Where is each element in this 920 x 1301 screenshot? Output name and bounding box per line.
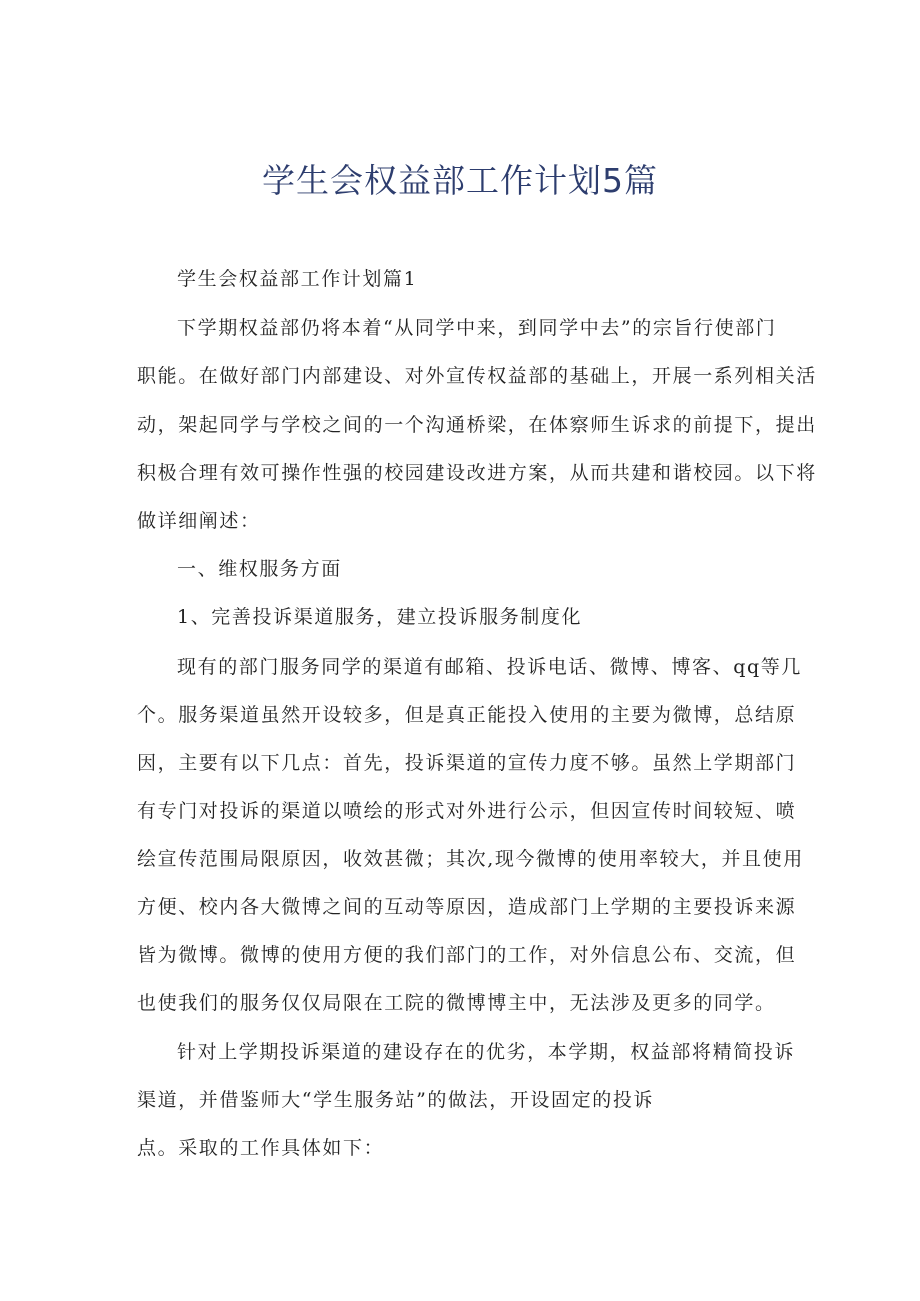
paragraph-line: 有专门对投诉的渠道以喷绘的形式对外进行公示，但因宣传时间较短、喷 xyxy=(137,800,797,822)
paragraph-line: 点。采取的工作具体如下： xyxy=(137,1137,385,1159)
paragraph-line: 动，架起同学与学校之间的一个沟通桥梁，在体察师生诉求的前提下，提出 xyxy=(137,414,817,436)
section-heading: 学生会权益部工作计划篇1 xyxy=(177,268,418,290)
paragraph-line: 积极合理有效可操作性强的校园建设改进方案，从而共建和谐校园。以下将 xyxy=(137,462,817,484)
paragraph-line: 方便、校内各大微博之间的互动等原因，造成部门上学期的主要投诉来源 xyxy=(137,896,797,918)
paragraph-line: 绘宣传范围局限原因，收效甚微；其次,现今微博的使用率较大，并且使用 xyxy=(137,848,804,870)
section-heading: 一、维权服务方面 xyxy=(177,558,342,580)
paragraph-line: 下学期权益部仍将本着“从同学中来，到同学中去”的宗旨行使部门 xyxy=(177,317,777,339)
paragraph-line: 职能。在做好部门内部建设、对外宣传权益部的基础上，开展一系列相关活 xyxy=(137,365,817,387)
paragraph-line: 也使我们的服务仅仅局限在工院的微博博主中，无法涉及更多的同学。 xyxy=(137,992,776,1014)
paragraph-line: 皆为微博。微博的使用方便的我们部门的工作，对外信息公布、交流，但 xyxy=(137,944,797,966)
paragraph-line: 现有的部门服务同学的渠道有邮箱、投诉电话、微博、博客、qq等几 xyxy=(177,656,802,678)
subsection-heading: 1、完善投诉渠道服务，建立投诉服务制度化 xyxy=(177,606,583,628)
paragraph-line: 因，主要有以下几点：首先，投诉渠道的宣传力度不够。虽然上学期部门 xyxy=(137,752,797,774)
paragraph-line: 个。服务渠道虽然开设较多，但是真正能投入使用的主要为微博，总结原 xyxy=(137,704,797,726)
paragraph-line: 针对上学期投诉渠道的建设存在的优劣，本学期，权益部将精简投诉 xyxy=(177,1041,796,1063)
paragraph-line: 做详细阐述： xyxy=(137,510,261,532)
paragraph-line: 渠道，并借鉴师大“学生服务站”的做法，开设固定的投诉 xyxy=(137,1089,655,1111)
document-title: 学生会权益部工作计划5篇 xyxy=(262,161,658,200)
